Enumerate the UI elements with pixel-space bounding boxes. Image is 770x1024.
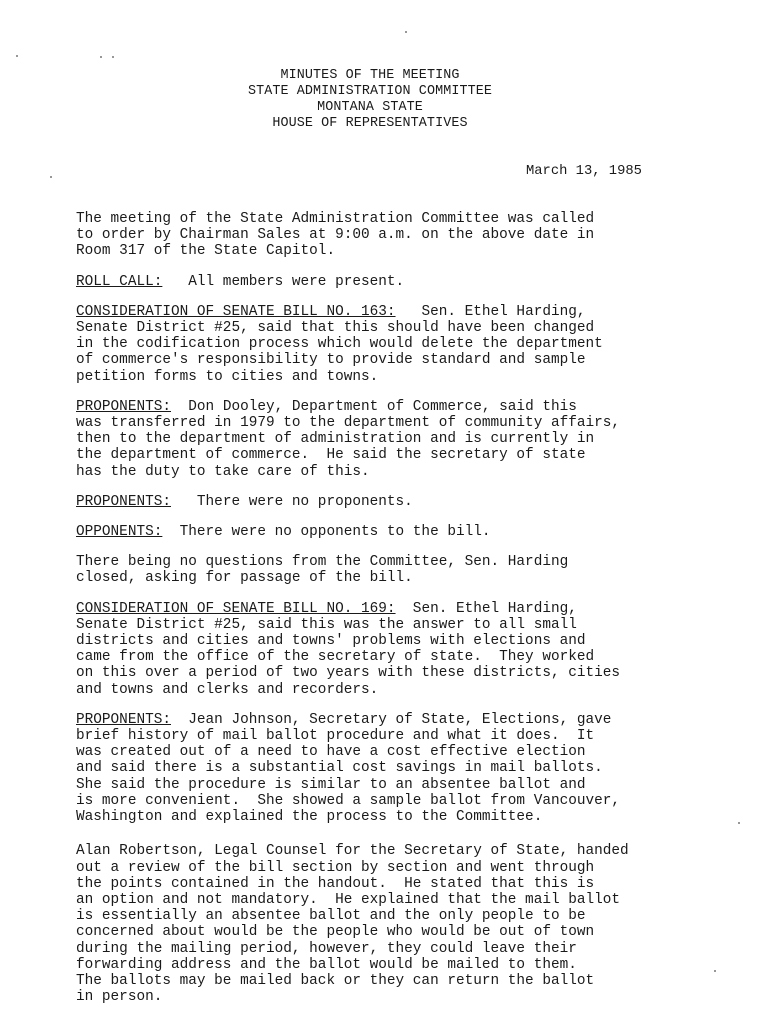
text-line: was transferred in 1979 to the department of community affairs, (76, 415, 621, 432)
scan-speck (738, 822, 740, 824)
text-line: forwarding address and the ballot would be mailed to them. (76, 956, 577, 973)
text-line: closed, asking for passage of the bill. (76, 570, 413, 587)
sb163-paragraph (76, 304, 716, 385)
text-line: on this over a period of two years with these districts, cities (76, 665, 621, 682)
text-line: in person. (76, 989, 163, 1006)
text-line: in the codification process which would delete the department (76, 336, 603, 353)
text-line: Washington and explained the process to the Committee. (76, 809, 543, 826)
heading-title: MINUTES OF THE MEETING (280, 68, 460, 83)
sb169-sponsor: Sen. Ethel Harding, (395, 600, 577, 617)
text-line (76, 304, 716, 320)
text-line (76, 494, 716, 510)
roll-call-label: ROLL CALL: (76, 273, 163, 290)
text-line: came from the office of the secretary of state. They worked (76, 649, 595, 666)
proponent-dooley: Don Dooley, Department of Commerce, said this (171, 398, 577, 415)
text-line (76, 274, 716, 290)
opponents-text: There were no opponents to the bill. (162, 524, 491, 541)
text-line: Senate District #25, said this was the answer to all small (76, 616, 577, 633)
scan-speck (405, 31, 407, 33)
roll-call-text: All members were present. (162, 273, 405, 290)
text-line: petition forms to cities and towns. (76, 368, 379, 385)
roll-call-paragraph (76, 274, 716, 290)
text-line: then to the department of administration and is currently in (76, 431, 595, 448)
text-line: and said there is a substantial cost savings in mail ballots. (76, 760, 603, 777)
text-line: is essentially an absentee ballot and the only people to be (76, 908, 586, 925)
text-line (76, 524, 716, 540)
text-line: concerned about would be the people who would be out of town (76, 924, 595, 941)
opening-paragraph (76, 211, 716, 260)
proponents-dooley-paragraph (76, 399, 716, 480)
text-line: the points contained in the handout. He stated that this is (76, 875, 595, 892)
text-line: out a review of the bill section by section and went through (76, 859, 595, 876)
text-line: of commerce's responsibility to provide standard and sample (76, 352, 586, 369)
proponents-label: PROPONENTS: (76, 398, 171, 415)
heading-house: HOUSE OF REPRESENTATIVES (272, 116, 468, 131)
text-line: was created out of a need to have a cost effective election (76, 744, 586, 761)
text-line: during the mailing period, however, they could leave their (76, 940, 577, 957)
text-line (76, 601, 716, 617)
text-line: has the duty to take care of this. (76, 463, 370, 480)
text-line: The ballots may be mailed back or they can return the ballot (76, 972, 595, 989)
robertson-paragraph (76, 843, 716, 1005)
text-line: to order by Chairman Sales at 9:00 a.m. on the above date in (76, 227, 595, 244)
scan-speck (50, 176, 52, 178)
text-line: The meeting of the State Administration Committee was called (76, 211, 595, 227)
text-line: There being no questions from the Committee, Sen. Harding (76, 554, 569, 571)
document-body (76, 211, 716, 1022)
proponents-none-paragraph (76, 494, 716, 510)
document-heading (0, 68, 740, 132)
proponent-johnson: Jean Johnson, Secretary of State, Elections, gave (171, 711, 612, 728)
opponents-label: OPPONENTS: (76, 524, 163, 541)
text-line: brief history of mail ballot procedure and what it does. It (76, 728, 595, 745)
heading-state: MONTANA STATE (317, 100, 423, 115)
text-line (76, 712, 716, 728)
text-line: and towns and clerks and recorders. (76, 681, 379, 698)
proponents-label: PROPONENTS: (76, 493, 171, 510)
proponents-johnson-paragraph (76, 712, 716, 825)
scan-speck (100, 56, 102, 58)
sb163-sponsor: Sen. Ethel Harding, (395, 303, 586, 320)
text-line: She said the procedure is similar to an absentee ballot and (76, 776, 586, 793)
text-line: Senate District #25, said that this should have been changed (76, 320, 595, 337)
text-line: Room 317 of the State Capitol. (76, 243, 336, 260)
text-line: the department of commerce. He said the secretary of state (76, 447, 586, 464)
proponents-label: PROPONENTS: (76, 711, 171, 728)
opponents-paragraph (76, 524, 716, 540)
text-line: districts and cities and towns' problems with elections and (76, 633, 586, 650)
sb169-heading: CONSIDERATION OF SENATE BILL NO. 169: (76, 600, 396, 617)
scan-speck (112, 56, 114, 58)
heading-committee: STATE ADMINISTRATION COMMITTEE (247, 84, 493, 99)
text-line: is more convenient. She showed a sample ballot from Vancouver, (76, 792, 621, 809)
text-line: an option and not mandatory. He explained that the mail ballot (76, 891, 621, 908)
sb163-heading: CONSIDERATION OF SENATE BILL NO. 163: (76, 303, 396, 320)
text-line (76, 399, 716, 415)
meeting-date: March 13, 1985 (526, 164, 642, 179)
text-line: Alan Robertson, Legal Counsel for the Secretary of State, handed (76, 843, 629, 860)
scan-speck (16, 55, 18, 57)
closing-paragraph (76, 554, 716, 586)
sb169-paragraph (76, 601, 716, 698)
proponents-none-text: There were no proponents. (171, 493, 413, 510)
